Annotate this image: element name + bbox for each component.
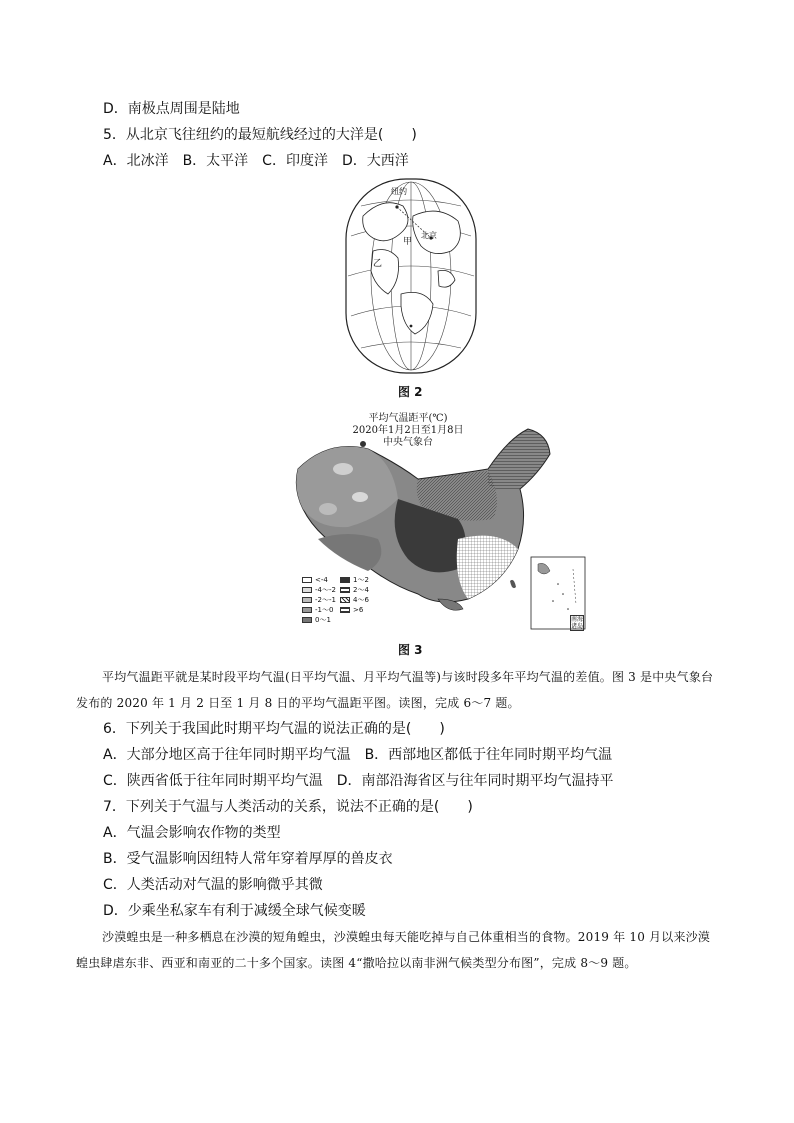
map-title-line3: 中央气象台 <box>383 437 433 448</box>
world-map-graticule <box>343 176 479 376</box>
label-jia: 甲 <box>403 237 413 247</box>
intro-6-7-text: 平均气温距平就是某时段平均气温(日平均气温、月平均气温等)与该时段多年平均气温的差值。图 3 是中央气象台发布的 2020 年 1 月 2 日至 1 月 8 日的平均气温距平图。读图，完成 6～7 题。 <box>76 670 714 710</box>
q6-stem: 6．下列关于我国此时期平均气温的说法正确的是( ) <box>103 721 445 737</box>
figure-2-caption: 图 2 <box>398 385 423 399</box>
figure-3-caption: 图 3 <box>398 643 423 657</box>
q5-stem: 5．从北京飞往纽约的最短航线经过的大洋是( ) <box>103 127 417 143</box>
inset-label: 南海诸岛 <box>571 616 584 630</box>
map-legend <box>302 575 378 625</box>
q6-options-cd: C．陕西省低于往年同时期平均气温 D．南部沿海省区与往年同时期平均气温持平 <box>103 773 614 789</box>
q4-option-d: D．南极点周围是陆地 <box>103 101 240 117</box>
legend-label-4: 2～4 <box>353 586 369 594</box>
legend-label-1: <-4 <box>315 576 328 584</box>
legend-label-8: >6 <box>353 606 364 614</box>
legend-label-5: -2～-1 <box>315 596 336 604</box>
figure-3-map <box>288 409 588 633</box>
q7-option-b: B．受气温影响因纽特人常年穿着厚厚的兽皮衣 <box>103 851 393 867</box>
figure-2-map <box>343 176 479 376</box>
map-title-line2: 2020年1月2日至1月8日 <box>352 425 464 436</box>
q5-options: A．北冰洋 B．太平洋 C．印度洋 D．大西洋 <box>103 153 409 169</box>
legend-label-7: -1～0 <box>315 606 334 614</box>
q7-option-a: A．气温会影响农作物的类型 <box>103 825 281 841</box>
intro-6-7 <box>76 664 716 716</box>
q7-stem: 7．下列关于气温与人类活动的关系，说法不正确的是( ) <box>103 799 473 815</box>
legend-label-3: -4～-2 <box>315 586 336 594</box>
label-yi: 乙 <box>373 259 383 269</box>
intro-8-9 <box>76 924 716 976</box>
q6-options-ab: A．大部分地区高于往年同时期平均气温 B．西部地区都低于往年同时期平均气温 <box>103 747 613 763</box>
q7-option-c: C．人类活动对气温的影响微乎其微 <box>103 877 323 893</box>
legend-label-6: 4～6 <box>353 596 369 604</box>
label-newyork: 纽约 <box>391 187 407 196</box>
legend-label-9: 0～1 <box>315 616 331 624</box>
intro-8-9-text: 沙漠蝗虫是一种多栖息在沙漠的短角蝗虫，沙漠蝗虫每天能吃掉与自己体重相当的食物。2019 年 10 月以来沙漠蝗虫肆虐东非、西亚和南亚的二十多个国家。读图 4“撒哈拉以南非洲气候类型分布图”，完成 8～9 题。 <box>76 930 711 970</box>
label-beijing: 北京 <box>421 231 437 240</box>
map-title-line1: 平均气温距平(℃) <box>368 413 448 424</box>
q7-option-d: D．少乘坐私家车有利于减缓全球气候变暖 <box>103 903 366 919</box>
pole-dot-icon <box>410 325 413 328</box>
legend-label-2: 1～2 <box>353 576 369 584</box>
